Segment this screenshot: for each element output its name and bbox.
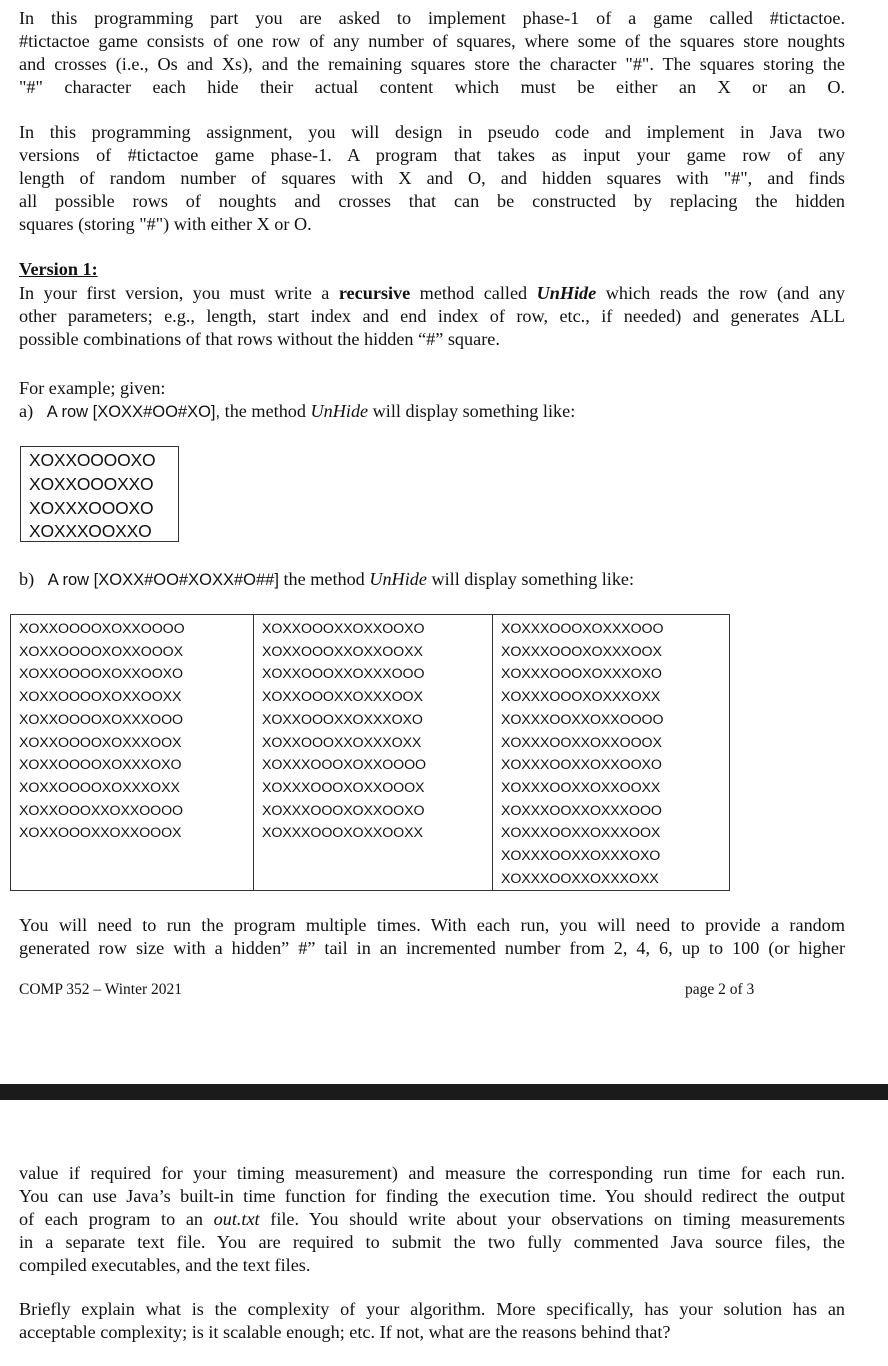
timing-paragraph [19,1162,845,1277]
result-row: XOXXXOOOXOXXXOOO [501,621,664,637]
result-row: XOXXOOOOXO [29,450,156,470]
result-row: XOXXOOOXXOXXXOXX [262,734,422,751]
result-row: XOXXOOOXXOXXXOXO [262,711,423,728]
timing-line: You can use Java’s built-in time function for finding the execution time. You should redirect the output [19,1186,845,1206]
list-marker: a) [19,401,34,421]
result-row: XOXXXOOXXOXXOOXX [501,779,661,796]
example-a-results-box [20,446,179,542]
example-a-row: A row [XOXX#OO#XO], [46,403,221,421]
text-run: of each program to an [19,1209,214,1229]
assignment-line: In this programming assignment, you will design in pseudo code and implement in Java two [19,122,845,142]
result-row: XOXXOOOXXOXXOOXO [262,621,425,637]
footer-page-number: page 2 of 3 [685,981,755,998]
result-row: XOXXXOOOXO [29,497,154,518]
runs-line: You will need to run the program multiple times. With each run, you will need to provide a random [19,915,845,935]
intro-line: In this programming part you are asked to implement phase-1 of a game called #tictactoe. [19,8,845,28]
assignment-line: all possible rows of noughts and crosses that can be constructed by replacing the hidden [19,191,845,211]
runs-paragraph [19,914,845,960]
result-row: XOXXOOOOXOXXOOOO [19,621,185,637]
result-row: XOXXXOOXXO [29,521,152,542]
text-run: which reads the row (and any [596,283,846,303]
complexity-paragraph [19,1298,845,1344]
timing-line: in a separate text file. You are required to submit the two fully commented Java source files, the [19,1232,845,1252]
results-column-2 [254,615,493,891]
result-row: XOXXXOOXXOXXOOOO [501,711,664,728]
version1-heading: Version 1: [19,259,98,279]
version1-line: possible combinations of that rows without the hidden “#” square. [19,329,500,349]
result-row: XOXXOOOXXOXXOOXX [262,643,423,660]
result-row: XOXXOOOOXOXXXOOX [19,734,182,751]
page-break-divider [0,1084,888,1100]
timing-line: compiled executables, and the text files. [19,1255,311,1275]
result-row: XOXXOOOOXOXXXOXX [19,779,180,796]
intro-paragraph [19,7,845,99]
table-row [11,615,730,891]
intro-line: #tictactoe game consists of one row of any number of squares, where some of the squares store noughts [19,31,845,51]
method-name: UnHide [536,283,597,303]
result-row: XOXXOOOOXOXXOOXX [19,689,182,706]
assignment-line: squares (storing "#") with either X or O. [19,214,312,234]
result-row: XOXXXOOXXOXXXOXX [501,870,659,887]
result-row: XOXXOOOXXOXXOOOO [19,802,183,819]
result-row: XOXXXOOOXOXXOOXO [262,802,425,819]
text-run: the method [278,569,370,589]
intro-line: and crosses (i.e., Os and Xs), and the remaining squares store the character "#". The squares storing the [19,54,845,74]
output-file-name: out.txt [213,1209,260,1229]
result-row: XOXXOOOXXOXXXOOX [262,689,423,706]
results-column-1 [11,615,254,891]
result-row: XOXXXOOXXOXXXOXO [501,848,661,865]
text-run: will display something like: [368,401,576,421]
complexity-line: acceptable complexity; is it scalable enough; etc. If not, what are the reasons behind that? [19,1322,671,1342]
result-row: XOXXOOOOXOXXXOOO [19,711,183,728]
result-row: XOXXXOOOXOXXOOXX [262,825,423,842]
result-row: XOXXOOOOXOXXOOOX [19,643,183,660]
result-row: XOXXOOOXXOXXOOOX [19,825,182,842]
result-row: XOXXXOOOXOXXXOOX [501,643,662,660]
example-b-row: A row [XOXX#OO#XOXX#O##] [47,571,279,589]
result-row: XOXXXOOOXOXXXOXO [501,666,662,683]
recursive-keyword: recursive [338,283,411,303]
result-row: XOXXOOOXXOXXXOOO [262,666,425,683]
text-run: the method [220,401,311,421]
result-row: XOXXXOOXXOXXOOOX [501,734,662,751]
assignment-line: versions of #tictactoe game phase-1. A program that takes as input your game row of any [19,145,845,165]
intro-line: "#" character each hide their actual content which must be either an X or an O. [19,77,845,97]
text-run: In your first version, you must write a [19,283,339,303]
result-row: XOXXXOOOXOXXOOOO [262,757,426,774]
text-run: method called [410,283,537,303]
result-row: XOXXOOOXXO [29,473,154,494]
method-name: UnHide [369,569,427,589]
example-b-results-table [10,614,730,891]
version1-line [19,282,845,305]
result-row: XOXXOOOOXOXXXOXO [19,757,182,774]
assignment-line: length of random number of squares with X and O, and hidden squares with "#", and finds [19,168,845,188]
version1-line: other parameters; e.g., length, start index and end index of row, etc., if needed) and generates ALL [19,306,845,326]
text-run: file. You should write about your observations on timing measurements [259,1209,845,1229]
runs-line: generated row size with a hidden” #” tail in an incremented number from 2, 4, 6, up to 100 (or higher [19,938,845,958]
example-b-label [19,568,634,592]
text-run: will display something like: [426,569,635,589]
complexity-line: Briefly explain what is the complexity of your algorithm. More specifically, has your solution has an [19,1299,845,1319]
result-row: XOXXXOOXXOXXXOOO [501,802,662,819]
example-a-label [19,400,575,424]
result-row: XOXXXOOOXOXXXOXX [501,689,661,706]
list-marker: b) [19,569,35,589]
results-column-3 [493,615,730,891]
result-row: XOXXXOOXXOXXXOOX [501,825,661,842]
result-row: XOXXXOOOXOXXOOOX [262,779,425,796]
example-intro: For example; given: [19,378,166,398]
assignment-paragraph [19,121,845,236]
footer-course: COMP 352 – Winter 2021 [19,981,182,998]
result-row: XOXXXOOXXOXXOOXO [501,757,662,774]
timing-line: value if required for your timing measurement) and measure the corresponding run time for each run. [19,1163,845,1183]
version1-paragraph [19,282,845,351]
method-name: UnHide [310,401,369,421]
result-row: XOXXOOOOXOXXOOXO [19,666,183,683]
timing-line [19,1208,845,1231]
